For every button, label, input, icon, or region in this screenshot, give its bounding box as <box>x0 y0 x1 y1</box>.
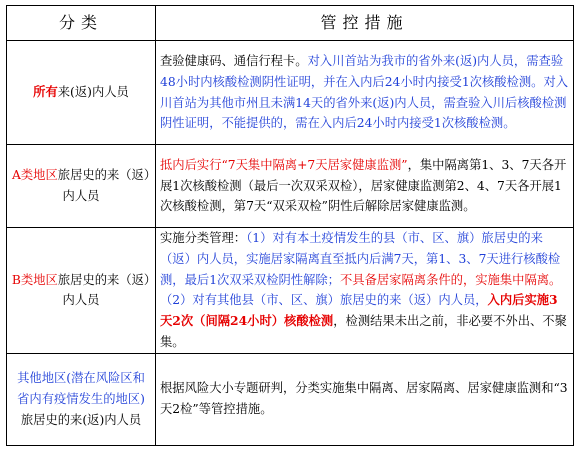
measure-text-blue: （2）对有其他县（市、区、旗）旅居史的来（返）内人员， <box>160 293 488 308</box>
category-label: 旅居史的来(返)内人员 <box>20 412 142 427</box>
measure-text: ，检测结果未出之前，非必要不外出、不聚集。 <box>160 314 567 349</box>
measure-text: ，集中隔离第1、3、7天各开展1次核酸检测（最后一次双采双检），居家健康监测第2、4、7天各开展1次核酸检测，第7天“双采双检”阴性后解除居家健康监测。 <box>160 157 567 214</box>
measures-cell <box>156 145 574 228</box>
category-cell <box>7 41 156 145</box>
measure-text-red: 抵内后实行“7天集中隔离+7天居家健康监测” <box>160 157 408 172</box>
measures-cell <box>156 228 574 354</box>
category-highlight: B类地区 <box>11 272 58 287</box>
category-highlight: 其他地区(潜在风险区和省内有疫情发生的地区) <box>17 371 145 406</box>
category-cell <box>7 228 156 354</box>
measure-text-bold-red: 入内后实施3天2次（间隔24小时）核酸检测 <box>160 292 558 329</box>
measure-text: 根据风险大小专题研判，分类实施集中隔离、居家隔离、居家健康监测和“3天2检”等管控措施。 <box>160 381 568 417</box>
measure-text-blue: 对入川首站为我市的省外来(返)内人员，需查验48小时内核酸检测阴性证明，并在入内后24小时内接受1次核酸检测。 <box>160 53 564 89</box>
category-cell <box>7 145 156 228</box>
table-row <box>7 353 574 445</box>
table-row <box>7 145 574 228</box>
measures-cell <box>156 41 574 145</box>
category-highlight: 所有 <box>33 84 58 100</box>
table-row <box>7 41 574 145</box>
category-cell <box>7 353 156 445</box>
header-measures: 管控措施 <box>156 6 574 41</box>
header-row <box>7 6 574 41</box>
category-label: 旅居史的来（返）内人员 <box>57 272 151 308</box>
measure-text: 查验健康码、通信行程卡。 <box>160 53 308 68</box>
category-highlight: A类地区 <box>11 168 58 183</box>
measure-text-red: 不具备居家隔离条件的，实施集中隔离。 <box>339 272 562 287</box>
category-label: 旅居史的来（返）内人员 <box>57 168 150 203</box>
measures-cell <box>156 353 574 445</box>
header-category: 分类 <box>7 6 156 41</box>
measure-text-blue: （1）对有本土疫情发生的县（市、区、旗）旅居史的来（返）内人员，实施居家隔离直至抵内后满7天，第1、3、7天进行核酸检测，最后1次双采双检阴性解除； <box>160 231 561 287</box>
table-row <box>7 228 574 354</box>
category-label: 来(返)内人员 <box>57 85 129 100</box>
measure-text-blue: 对入川首站为其他市州且未满14天的省外来(返)内人员，需查验入川后核酸检测阴性证明，不能提供的，需在入内后24小时内接受1次核酸检测。 <box>160 74 569 131</box>
measure-text: 实施分类管理： <box>160 231 247 245</box>
control-measures-table <box>6 5 574 446</box>
